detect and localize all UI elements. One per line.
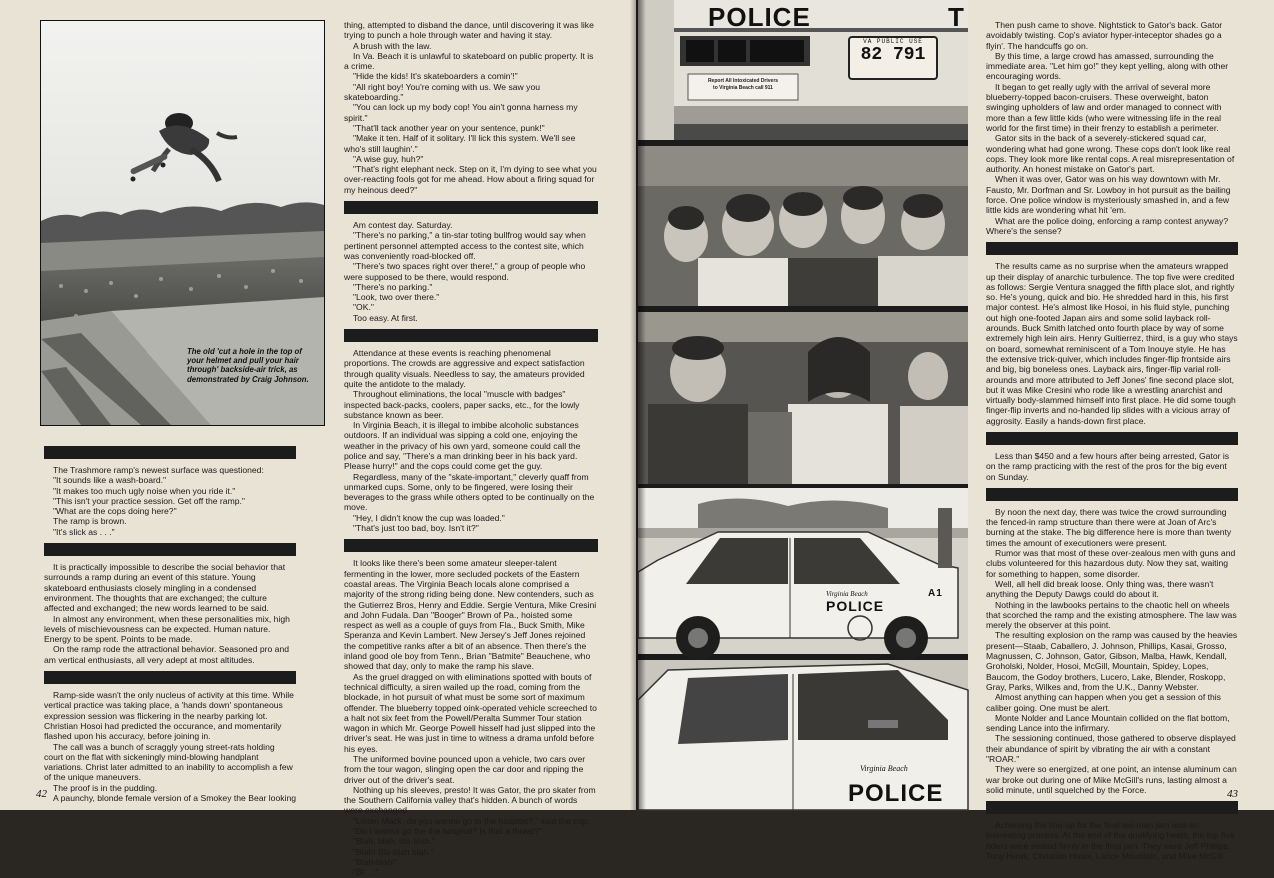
section-arrest: Then push came to shove. Nightstick to Gator's back. Gator avoidably twisting. Cop's aviator hyper-inteceptor shades go a flyin'. The handcuffs go on. By this time, a large crowd has amassed, surrounding the immediate area. "Let him go!" they kept yelling, along with other encouraging words. It began to get really ugly with the arrival of several more blueberry-topped bacon-cruisers. These overweight, baton swinging upholders of law and order managed to connect with more than a few little kids (who were witnessing life in the real world for the first time) in their frenzy to establish a perimeter. Gator sits in the back of a severely-stickered squad car, wondering what had gone wrong. These cops don't look like real cops. They look more like rental cops. A real misrepresentation of authority. An honest mistake on Gator's part. When it was over, Gator was on his way downtown with Mr. Fausto, Mr. Dorfman and Sr. Lowboy in hot pursuit as the bailing force. One police window is mysteriously smashed in, and a few little kids are wondering what hit 'em. What are the police doing, enforcing a ramp contest anyway? Where's the sense? [986,20,1235,236]
license-plate [848,36,938,80]
skate-photo [40,20,325,426]
section-bar [986,432,1238,445]
plate-number: 82 791 [860,45,926,65]
section-bar [344,329,598,342]
photo-caption: The old 'cut a hole in the top of your helmet and pull your hair through' backside-air trick, as demonstrated by Craig Johnson. [187,347,309,384]
section-bar [344,539,598,552]
section-bar [986,242,1238,255]
photo-strip [638,0,968,810]
photo-crowd-cop [638,146,968,306]
top-police-lettering: POLICE [708,2,811,32]
car-side-police-lettering: POLICE [826,598,885,614]
bottom-car-brand-script: Virginia Beach [860,764,908,773]
bumper-decal: Report All Intoxicated Drivers to Virginia Beach call 911 [707,78,779,91]
section-am-results: The results came as no surprise when the amateurs wrapped up their display of anarchic turbulence. The top five were credited as follows: Sergie Ventura snagged the fifth place slot, and rightly so. He's young, quick and bio. He shredded hard in this, his first major contest. He's almost like Hosoi, in his fluid style, punching out high one-footed Japan airs and some solid layback roll-arounds. Buck Smith latched onto fourth place by way of some extremely high lein airs. Henry Guitierrez, third, is a guy who stays on board, somewhat reminiscent of a Tom Inouye style. He has the extensive trick-quiver, which includes finger-flip frontside airs and big, big boneless ones. Layback airs, finger-flip varial roll-arounds and more attributed to Jeff Jones' fine second place slot, but it was Mike Cresini who rode like a wrestling anarchist and virtually body-slammed himself into first place. He did some tough finger-flip inverts and no-handed lip slides with a vicious array of aggrosity. Easily a hands-down first place. [986,261,1238,426]
section-bar [344,201,598,214]
photo-police-car-side [638,488,968,654]
section-bar [44,671,296,684]
section-pro-day: By noon the next day, there was twice the crowd surrounding the fenced-in ramp structure than there were at Joan of Arc's burning at the stake. The big difference here is more than twenty times the amount of executioners were present. Rumor was that most of these over-zealous men with guns and clubs volunteered for this hazardous duty. Now they sat, waiting for something to happen, some disorder. Well, all hell did break loose. Only thing was, there wasn't anything the Deputy Dawgs could do about it. Nothing in the lawbooks pertains to the chaotic hell on wheels that scorched the ramp and the existing atmosphere. The law was merely the observer at this point. The resulting explosion on the ramp was caused by the heavies present—Staab, Caballero, J. Johnson, Phillips, Kasai, Grosso, Magnussen, C. Johnson, Gator, Gibson, Malba, Hawk, Kendall, Groholski, Nolder, Hosoi, McGill, Mountain, Spidey, Lopes, Baucom, the Godoy brothers, Lucero, Lake, Blender, Roskopp, Gray, Parks, Wilkes and, from the U.K., Danny Webster. Almost anything can happen when you get a session of this caliber going. One must be alert. Monte Nolder and Lance Mountain collided on the flat bottom, sending Lance into the infirmary. The sessioning continued, those gathered to observe displayed their abundance of spirit by vibrating the air with a constant "ROAR." They were so energized, at one point, an intense aluminum can war broke out during one of Mike McGill's runs, lasting almost a solid minute, until squelched by the Force. [986,506,1238,795]
section-bar [44,446,296,459]
photo-confrontation [638,312,968,484]
plate-header: VA PUBLIC USE [863,38,923,45]
right-page [638,0,1274,862]
section-attendance: Attendance at these events is reaching phenomenal proportions. The crowds are aggressive and expect satisfaction through quality visuals. Needless to say, the amateurs provided quite the antidote to the malady. Throughout eliminations, the local "muscle with badges" inspected back-packs, coolers, paper sacks, etc., for the lowly substance known as beer. In Virginia Beach, it is illegal to imbibe alcoholic substances outdoors. If an individual was sipping a cold one, enjoying the weather in the privacy of his own yard, someone could call the police and say, "There's a man drinking beer in his back yard. Please hurry!" and the cops could come get the guy. Regardless, many of the "skate-important," cleverly quaff from unmarked cups. Some, only to be fingered, were losing their beverages to the grass while others opted to be continually on the move. "Hey, I didn't know the cup was loaded." "That's just too bad, boy. Isn't it?" [344,348,595,534]
section-brush-with-law: thing, attempted to disband the dance, until discovering it was like trying to punch a hole through water and having it stay. A brush with the law. In Va. Beach it is unlawful to skateboard on public property. It is a crime. "Hide the kids! It's skateboarders a comin'!" "All right boy! You're coming with us. We saw you skateboarding." "You can lock up my body cop! You ain't gonna harness my spirit." "That'll tack another year on your sentence, punk!" "Make it ten. Half of it solitary. I'll lick this system. We'll see who's still laughin'." "A wise guy, huh?" "That's right elephant neck. Step on it, I'm dying to see what you over-reacting fools got for me ahead. How about a firing squad for my heinous deed?" [344,20,597,195]
top-police-letter: T [948,2,965,32]
section-parking-lot: Ramp-side wasn't the only nucleus of activity at this time. While vertical practice was taking place, a 'hands down' spontaneous expression session was flickering in the nearby parking lot. Christian Hosoi had predicted the occurance, and momentarily flashed upon his accuracy, before joining in. The call was a bunch of scraggly young street-rats holding court on the flat with sickeningly mind-blowing handplant variations. Christ later admitted to an inability to accomplish a few of the unique maneuvers. The proof is in the pudding. A paunchy, blonde female version of a Smokey the Bear looking [44,690,296,804]
left-column-2 [344,20,598,878]
car-brand-script: Virginia Beach [826,590,868,598]
left-page [0,0,636,878]
page-number-left: 42 [36,788,47,800]
photo-police-car-front [638,660,968,810]
section-bar [44,543,296,556]
car-unit-number: A1 [928,588,943,599]
section-final-jam: Achieving the line-up for the final ten man jam was an interesting process. At the end of the qualifying heats, the top five riders were seated firmly in the final jam. They were Jeff Phillips, Tony Hawk, Christian Hosoi, Lance Mountain, and Mike McGill. [986,820,1235,862]
left-column-1 [44,440,296,804]
section-amateur-talent: It looks like there's been some amateur sleeper-talent fermenting in the lower, more secluded pockets of the Eastern coastal areas. The Virginia Beach locals alone comprised a majority of the strong riding being done. New contenders, such as the Gutierrez Bros, Henry and Eddie. Sergie Ventura, Mike Cresini and John Fudala. Dan "Booger" Brown of Pa., hoisted some respect as well as a couple of guys from Fla., Buck Smith, Mike Speranza and Kevin Lambert. New Jersey's Jeff Jones rejoined the competitive ranks after a bit of an absence. Then there's the inland good ole boy from Tenn., Brian "Batmite" Beauchene, who showed that day, only to make the ramp his slave. As the gruel dragged on with eliminations spotted with bouts of technical difficulty, a siren wailed up the road, coming from the blockade, in hot pursuit of what must be some sort of maximum offender. The blueberry topped oink-operated vehicle screeched to a halt not six feet from the Powell/Peralta Summer Tour station wagon in which Mr. George Powell hisself had just slipped into the driver's seat. He was just in time to witness a drama unfold before his eyes. The uniformed bovine pounced upon a vehicle, two cars over from the tour wagon, slinging open the car door and ripping the driver out of the driver's seat. Nothing up his sleeves, presto! It was Gator, the pro skater from the Southern California valley that's hidden. A bunch of words were exchanged. "Listen Mack, do you wanna go to the hospital?," said the cop. "Do I wanna go the the hospital? Is that a threat?" "Blah, blah, bla-blah." "Blah! Bla-blah blah." "Blah-blah!" "Bl. . ." [344,558,597,878]
section-bail: Less than $450 and a few hours after being arrested, Gator is on the ramp practicing with the rest of the pros for the big event on Sunday. [986,450,1230,482]
section-social-behavior: It is practically impossible to describe the social behavior that surrounds a ramp during an event of this stature. Young skateboard enthusiasts closely mingling in a condensed environment. The thoughts that are exchanged; the culture affected and exchanged; the new words learned to be said. In almost any environment, when these personalities mix, high levels of mischievousness can be expected. Human nature. Energy to be spent. Points to be made. On the ramp rode the attractional behavior. Seasoned pro and am vertical enthusiasts, all very adept at most altitudes. [44,562,290,665]
section-ramp-surface: The Trashmore ramp's newest surface was questioned: "It sounds like a wash-board." "It makes too much ugly noise when you ride it." "This isn't your practice session. Get off the ramp." "What are the cops doing here?" The ramp is brown. "It's slick as . . ." [53,465,264,537]
bottom-car-police-lettering: POLICE [848,780,944,807]
section-contest-day: Am contest day. Saturday. "There's no parking," a tin-star toting bullfrog would say when pertinent personnel attempted access to the contest site, which was conveniently road-blocked off. "There's two spaces right over there!," a group of people who were supposed to be there, would respond. "There's no parking." "Look, two over there." "OK." Too easy. At first. [344,220,586,323]
page-number-right: 43 [1227,788,1238,800]
photo-police-trunk [638,0,968,140]
section-bar [986,801,1238,814]
section-bar [986,488,1238,501]
